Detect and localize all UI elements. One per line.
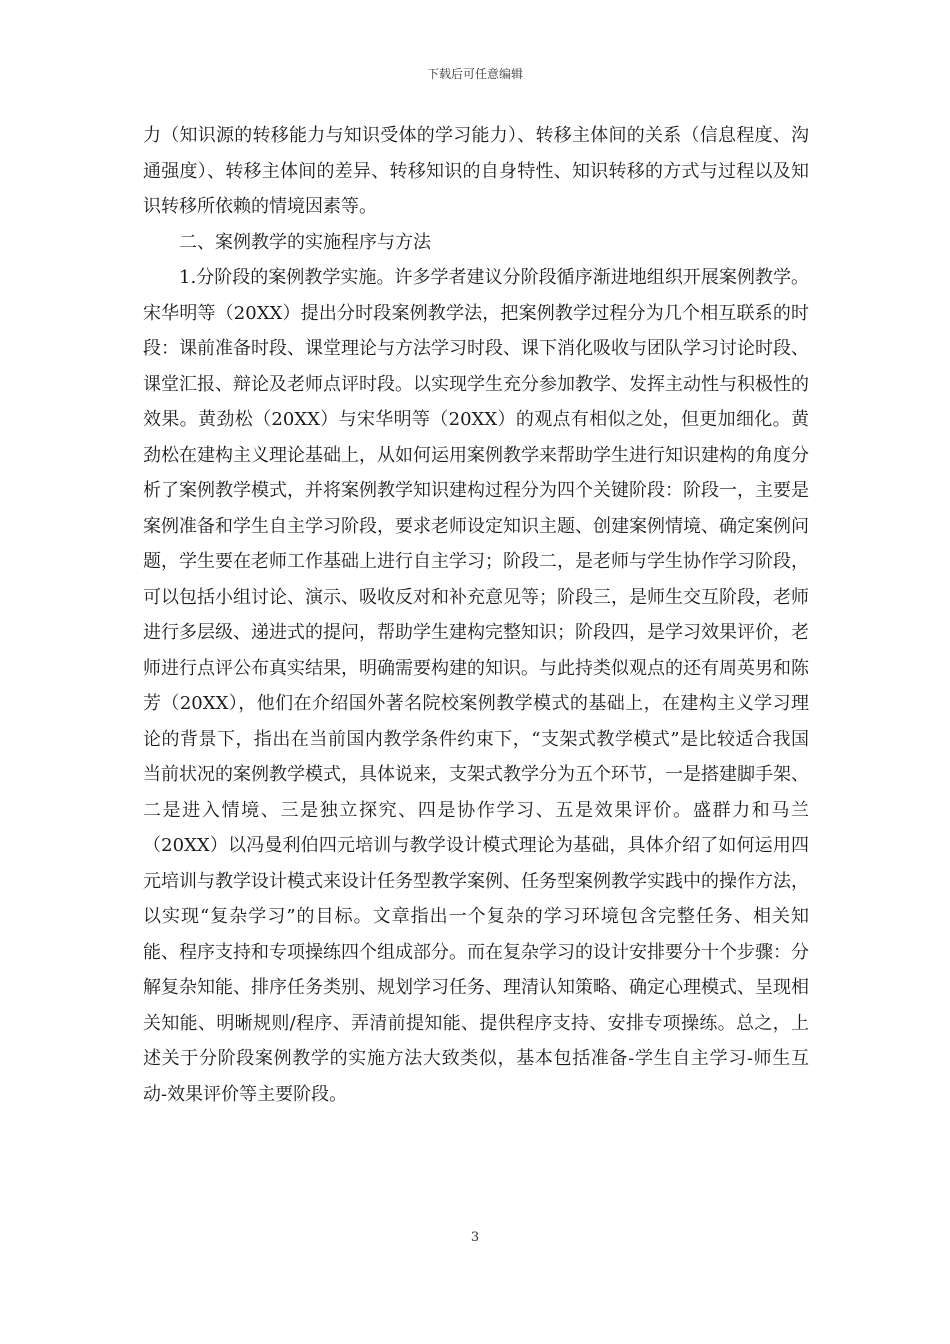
section-heading: 二、案例教学的实施程序与方法	[179, 231, 431, 253]
page-header: 下载后可任意编辑	[426, 67, 523, 81]
document-body	[143, 118, 809, 1112]
page-number: 3	[470, 1230, 480, 1245]
paragraph-continuation: 力（知识源的转移能力与知识受体的学习能力）、转移主体间的关系（信息程度、沟通强度）、转移主体间的差异、转移知识的自身特性、知识转移的方式与过程以及知识转移所依赖的情境因素等。	[143, 125, 809, 217]
paragraph-staged-case-teaching: 1.分阶段的案例教学实施。许多学者建议分阶段循序渐进地组织开展案例教学。宋华明等（20XX）提出分时段案例教学法，把案例教学过程分为几个相互联系的时段：课前准备时段、课堂理论与方法学习时段、课下消化吸收与团队学习讨论时段、课堂汇报、辩论及老师点评时段。以实现学生充分参加教学、发挥主动性与积极性的效果。黄劲松（20XX）与宋华明等（20XX）的观点有相似之处，但更加细化。黄劲松在建构主义理论基础上，从如何运用案例教学来帮助学生进行知识建构的角度分析了案例教学模式，并将案例教学知识建构过程分为四个关键阶段：阶段一，主要是案例准备和学生自主学习阶段，要求老师设定知识主题、创建案例情境、确定案例问题，学生要在老师工作基础上进行自主学习；阶段二，是老师与学生协作学习阶段，可以包括小组讨论、演示、吸收反对和补充意见等；阶段三，是师生交互阶段，老师进行多层级、递进式的提问，帮助学生建构完整知识；阶段四，是学习效果评价，老师进行点评公布真实结果，明确需要构建的知识。与此持类似观点的还有周英男和陈芳（20XX），他们在介绍国外著名院校案例教学模式的基础上，在建构主义学习理论的背景下，指出在当前国内教学条件约束下，“支架式教学模式”是比较适合我国当前状况的案例教学模式，具体说来，支架式教学分为五个环节，一是搭建脚手架、二是进入情境、三是独立探究、四是协作学习、五是效果评价。盛群力和马兰（20XX）以冯曼利伯四元培训与教学设计模式理论为基础，具体介绍了如何运用四元培训与教学设计模式来设计任务型教学案例、任务型案例教学实践中的操作方法，以实现“复杂学习”的目标。文章指出一个复杂的学习环境包含完整任务、相关知能、程序支持和专项操练四个组成部分。而在复杂学习的设计安排要分十个步骤：分解复杂知能、排序任务类别、规划学习任务、理清认知策略、确定心理模式、呈现相关知能、明晰规则/程序、弄清前提知能、提供程序支持、安排专项操练。总之，上述关于分阶段案例教学的实施方法大致类似，基本包括准备-学生自主学习-师生互动-效果评价等主要阶段。	[143, 267, 809, 1105]
